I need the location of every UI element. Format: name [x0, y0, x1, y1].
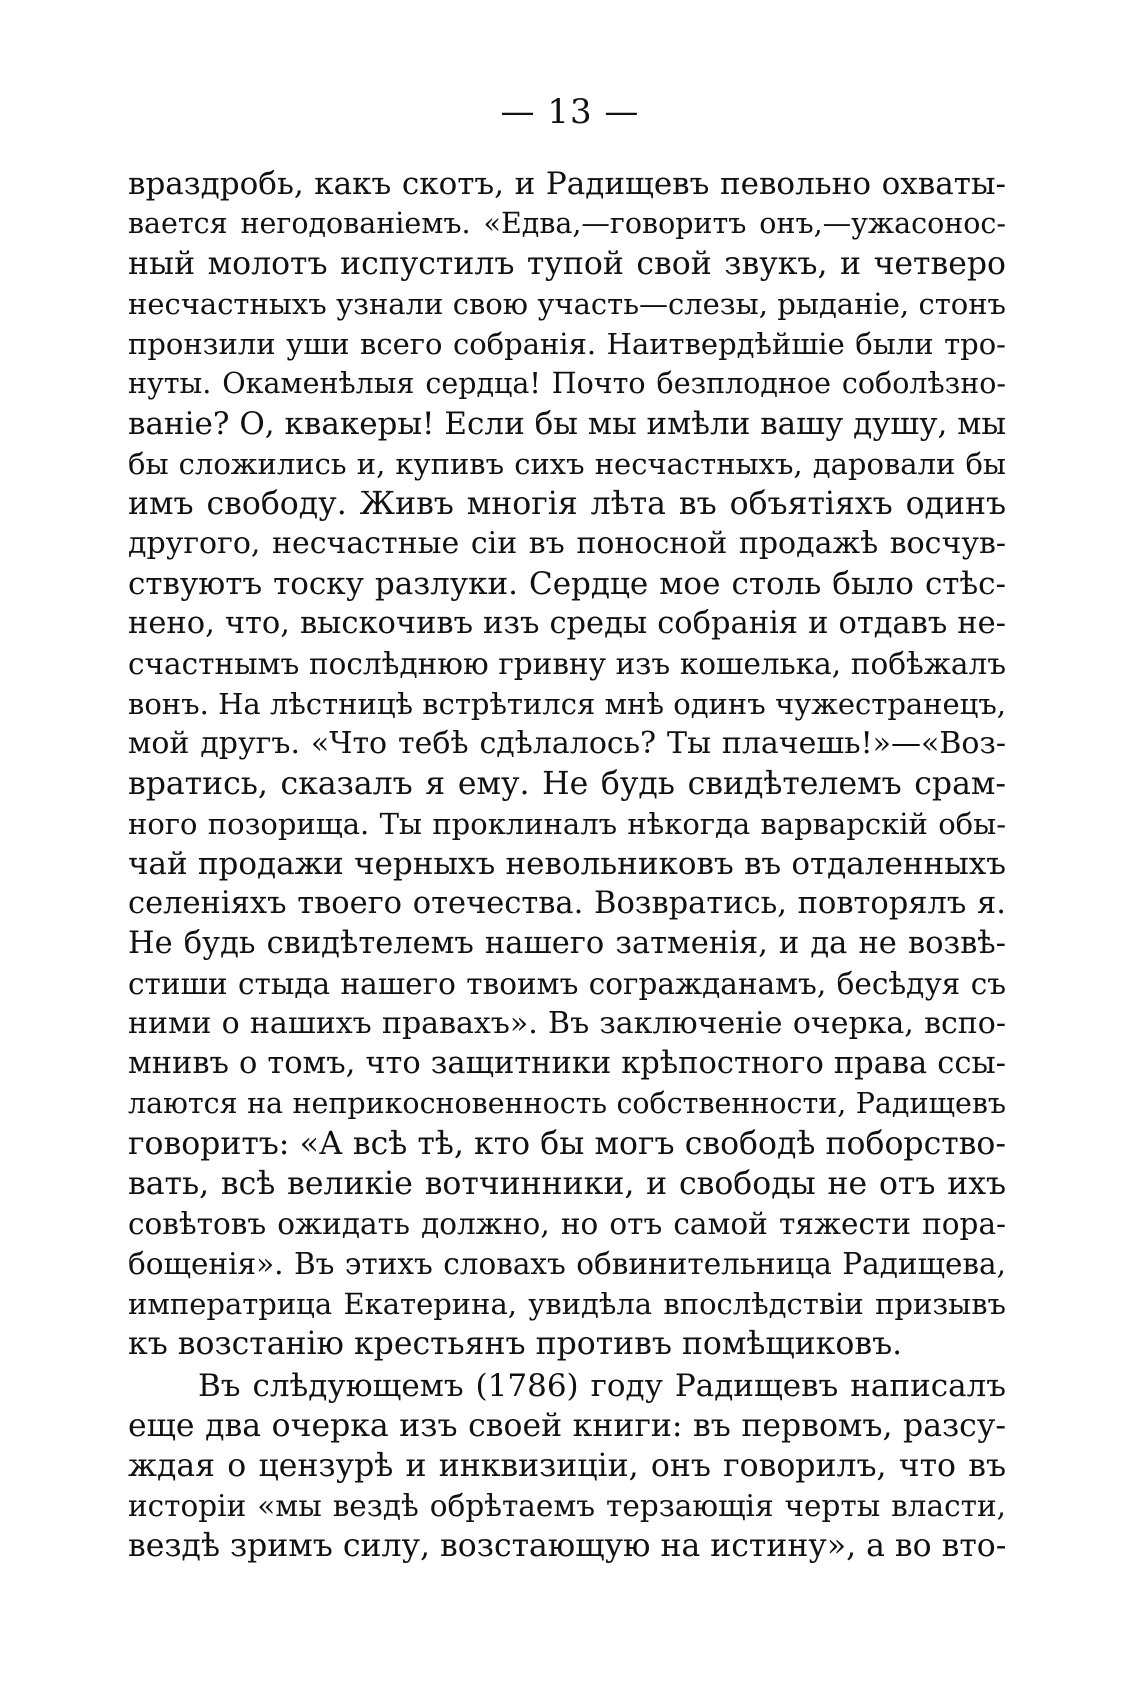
text-line: чай продажи черныхъ невольниковъ въ отдаленныхъ	[128, 846, 1006, 882]
text-line: имъ свободу. Живъ многія лѣта въ объятіяхъ одинъ	[128, 486, 1006, 522]
text-line: вать, всѣ великіе вотчинники, и свободы не отъ ихъ	[128, 1166, 1006, 1202]
text-line: ваніе? О, квакеры! Если бы мы имѣли вашу душу, мы	[128, 406, 1006, 442]
text-line: говоритъ: «А всѣ тѣ, кто бы могъ свободѣ поборство-	[128, 1126, 1006, 1162]
text-line: враздробь, какъ скотъ, и Радищевъ певольно охваты-	[128, 166, 1006, 202]
text-line: императрица Екатерина, увидѣла впослѣдствіи призывъ	[128, 1287, 1006, 1321]
body-text	[128, 164, 1006, 1566]
text-line: вонъ. На лѣстницѣ встрѣтился мнѣ одинъ чужестранецъ,	[128, 687, 1006, 721]
text-line: исторіи «мы вездѣ обрѣтаемъ терзающія черты власти,	[128, 1489, 1006, 1523]
text-line: другого, несчастные сіи въ поносной продажѣ восчув-	[128, 526, 1006, 561]
text-line-paragraph-end: къ возстанію крестьянъ противъ помѣщиковъ.	[128, 1326, 903, 1362]
text-line: мнивъ о томъ, что защитники крѣпостного права ссы-	[128, 1046, 1006, 1081]
text-line: еще два очерка изъ своей книги: въ первомъ, разсу-	[128, 1408, 1006, 1444]
text-line: ного позорища. Ты проклиналъ нѣкогда варварскій обы-	[128, 807, 1006, 841]
text-line: вездѣ зримъ силу, возстающую на истину», а во вто-	[128, 1528, 1007, 1564]
text-line: счастнымъ послѣднюю гривну изъ кошелька, побѣжалъ	[128, 647, 1006, 681]
text-line: ними о нашихъ правахъ». Въ заключеніе очерка, вспо-	[128, 1006, 1006, 1041]
page-number: — 13 —	[500, 92, 640, 132]
text-line: нено, что, выскочивъ изъ среды собранія и отдавъ не-	[128, 606, 1006, 641]
text-line: селеніяхъ твоего отечества. Возвратись, повторялъ я.	[128, 886, 1006, 921]
text-line: совѣтовъ ожидать должно, но отъ самой тяжести пора-	[128, 1207, 1006, 1241]
text-line: бощенія». Въ этихъ словахъ обвинительница Радищева,	[128, 1247, 1006, 1281]
text-line: несчастныхъ узнали свою участь—слезы, рыданіе, стонъ	[128, 287, 1006, 321]
text-line: стиши стыда нашего твоимъ согражданамъ, бесѣдуя съ	[128, 967, 1006, 1001]
text-line: ный молотъ испустилъ тупой свой звукъ, и четверо	[128, 246, 1006, 282]
text-line: бы сложились и, купивъ сихъ несчастныхъ, даровали бы	[128, 447, 1006, 481]
text-line: мой другъ. «Что тебѣ сдѣлалось? Ты плачешь!»—«Воз-	[128, 726, 1006, 761]
text-line: пронзили уши всего собранія. Наитвердѣйшіе были тро-	[128, 327, 1006, 361]
text-line: ствуютъ тоску разлуки. Сердце мое столь было стѣс-	[128, 566, 1006, 602]
text-line: вается негодованіемъ. «Едва,—говоритъ онъ,—ужасонос-	[128, 207, 1006, 240]
text-line: нуты. Окаменѣлыя сердца! Почто безплодное соболѣзно-	[128, 367, 1006, 400]
text-line: вратись, сказалъ я ему. Не будь свидѣтелемъ срам-	[128, 766, 1006, 802]
text-line: ждая о цензурѣ и инквизиціи, онъ говорилъ, что въ	[128, 1448, 1006, 1484]
text-line: лаются на неприкосновенность собственности, Радищевъ	[128, 1087, 1006, 1120]
text-line-paragraph-start: Въ слѣдующемъ (1786) году Радищевъ написалъ	[198, 1368, 1006, 1404]
text-line: Не будь свидѣтелемъ нашего затменія, и да не возвѣ-	[128, 926, 1006, 961]
